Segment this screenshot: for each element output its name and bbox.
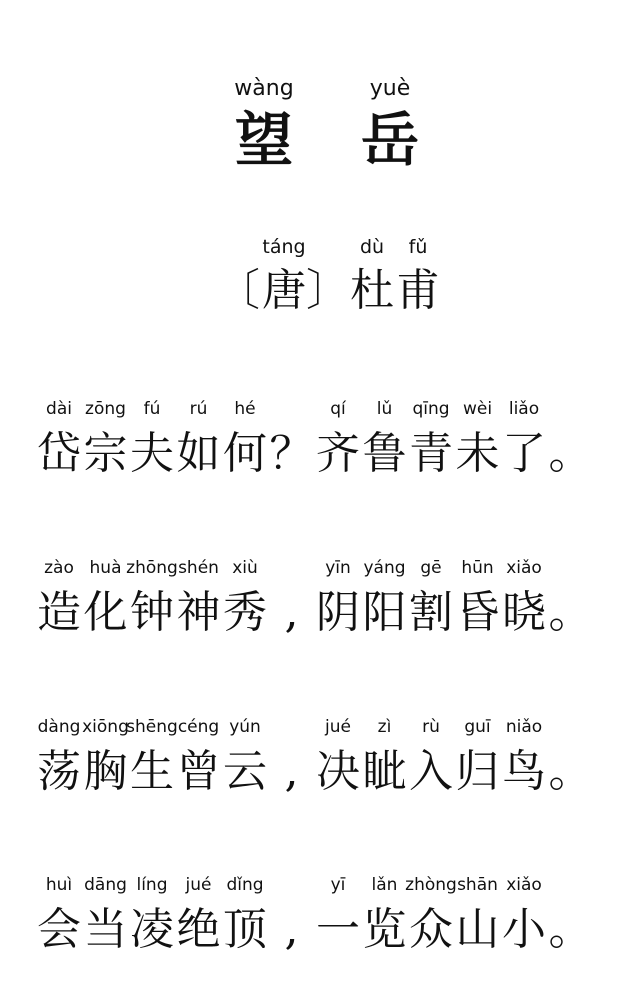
verse-char [313,557,363,639]
verse-pinyin: zōng [85,399,126,419]
verse-pinyin: zì [377,717,392,737]
verse-pinyin: lǎn [371,875,398,895]
verse-pinyin: niǎo [505,717,543,737]
verse-pinyin: yī [330,875,346,895]
author-character: 甫 [396,265,440,316]
verse-char [267,716,317,798]
verse-char [34,874,84,956]
verse-char [453,874,503,956]
verse-pinyin: dài [46,399,72,419]
verse-char [360,557,410,639]
verse-pinyin: xiǎo [506,558,542,578]
verse-char [267,874,317,956]
verse-char [34,716,84,798]
verse-character: 会 [37,904,81,955]
verse-pinyin: xiōng [82,717,129,737]
verse-pinyin: wèi [462,399,493,419]
verse-char [406,874,456,956]
verse-char [406,398,456,480]
verse-character: 。 [548,904,593,955]
verse-char [220,716,270,798]
verse-character: 化 [83,587,128,638]
verse-char [127,716,177,798]
verse-character: 。 [548,587,593,638]
verse-char [220,874,270,956]
verse-pinyin: guī [464,717,491,737]
verse-char [267,557,317,639]
verse-char [81,716,131,798]
verse-char [220,557,270,639]
verse-char [499,874,549,956]
author-pinyin: fǔ [408,236,428,258]
author-pinyin: táng [262,236,306,258]
verse-char [313,874,363,956]
verse-pinyin: dàng [37,717,81,737]
verse-char [546,716,596,798]
verse-char [127,874,177,956]
verse-char [453,557,503,639]
verse-character: 荡 [37,746,81,797]
verse-character: 小 [502,904,546,955]
author-character: 杜 [350,265,394,316]
verse-character: 秀 [223,587,267,638]
author-character: 〔 [216,265,260,316]
verse-character: 了 [502,428,546,479]
verse-char [81,874,131,956]
title-char-2 [350,76,430,172]
verse-pinyin: yún [229,717,261,737]
verse-character: 胸 [83,746,128,797]
verse-char [546,398,596,480]
verse-pinyin: zhòng [405,875,457,895]
verse-character: 眦 [362,746,407,797]
verse-pinyin: jué [185,875,212,895]
verse-character: 一 [316,904,360,955]
verse-pinyin: dāng [84,875,127,895]
verse-character: 岱 [37,428,81,479]
title-character: 岳 [360,106,419,174]
verse-character: 如 [176,428,221,479]
verse-char [360,874,410,956]
verse-pinyin: dǐng [226,875,264,895]
verse-pinyin: yáng [363,558,406,578]
verse-character: 未 [455,428,500,479]
verse-char [127,557,177,639]
verse-pinyin: gē [420,558,442,578]
verse-character: 青 [409,428,453,479]
verse-char [34,557,84,639]
verse-pinyin: hé [234,399,256,419]
verse-char [127,398,177,480]
verse-pinyin: huì [45,875,73,895]
verse-char [34,398,84,480]
verse-character: 鸟 [502,746,546,797]
verse-character: 。 [548,428,593,479]
verse-pinyin: qīng [412,399,450,419]
verse-char [81,398,131,480]
verse-pinyin: rú [189,399,208,419]
verse-char [406,557,456,639]
verse-pinyin: shēng [126,717,178,737]
verse-character: 神 [176,587,221,638]
verse-char [267,398,317,480]
verse-char [174,398,224,480]
verse-character: , [284,587,299,638]
verse-char [313,716,363,798]
verse-pinyin: shén [178,558,219,578]
verse-char [499,398,549,480]
verse-pinyin: zào [44,558,74,578]
verse-character: 宗 [83,428,128,479]
verse-character: 齐 [316,428,360,479]
author-char [392,236,444,316]
verse-character: 曾 [176,746,221,797]
verse-character: 阴 [316,587,360,638]
verse-char [360,398,410,480]
verse-character: 。 [548,746,593,797]
verse-pinyin: jué [325,717,351,737]
verse-pinyin: shān [457,875,498,895]
verse-character: 绝 [176,904,221,955]
verse-character: 何 [223,428,267,479]
verse-char [499,716,549,798]
verse-char [360,716,410,798]
verse-character: 顶 [223,904,267,955]
verse-pinyin: céng [177,717,220,737]
verse-character: 云 [223,746,267,797]
verse-character: 晓 [502,587,546,638]
verse-pinyin: yīn [325,558,351,578]
verse-char [220,398,270,480]
verse-pinyin: hūn [461,558,494,578]
verse-pinyin: xiǎo [506,875,542,895]
verse-char [313,398,363,480]
verse-character: , [284,746,299,797]
verse-character: 鲁 [362,428,407,479]
verse-pinyin: fú [143,399,161,419]
verse-pinyin: qí [330,399,346,419]
verse-char [81,557,131,639]
verse-character: ？ [269,428,314,479]
verse-character: 夫 [130,428,174,479]
verse-pinyin: líng [136,875,168,895]
verse-character: 当 [83,904,128,955]
verse-character: 昏 [455,587,500,638]
verse-character: 阳 [362,587,407,638]
verse-character: 凌 [130,904,174,955]
verse-character: 归 [455,746,500,797]
verse-pinyin: rù [422,717,440,737]
verse-char [174,874,224,956]
verse-pinyin: xiù [232,558,258,578]
verse-character: 造 [37,587,81,638]
author-character: 〕 [306,265,350,316]
verse-character: 钟 [130,587,174,638]
verse-char [453,398,503,480]
verse-character: 生 [130,746,174,797]
verse-character: 众 [409,904,453,955]
verse-character: , [284,904,299,955]
verse-char [453,716,503,798]
title-char-1 [224,76,304,172]
verse-character: 山 [455,904,500,955]
verse-char [174,557,224,639]
verse-character: 览 [362,904,407,955]
verse-pinyin: zhōng [126,558,178,578]
verse-character: 割 [409,587,453,638]
verse-char [499,557,549,639]
author-char [212,236,264,316]
author-pinyin: dù [359,236,385,258]
verse-char [546,874,596,956]
title-character: 望 [234,106,293,174]
verse-char [174,716,224,798]
verse-pinyin: lǔ [376,399,393,419]
verse-pinyin: huà [89,558,122,578]
verse-char [546,557,596,639]
title-pinyin: wàng [234,76,294,101]
verse-char [406,716,456,798]
verse-character: 入 [409,746,453,797]
verse-pinyin: liǎo [508,399,540,419]
title-pinyin: yuè [369,76,411,101]
verse-character: 决 [316,746,360,797]
author-char [346,236,398,316]
author-character: 唐 [262,265,306,316]
